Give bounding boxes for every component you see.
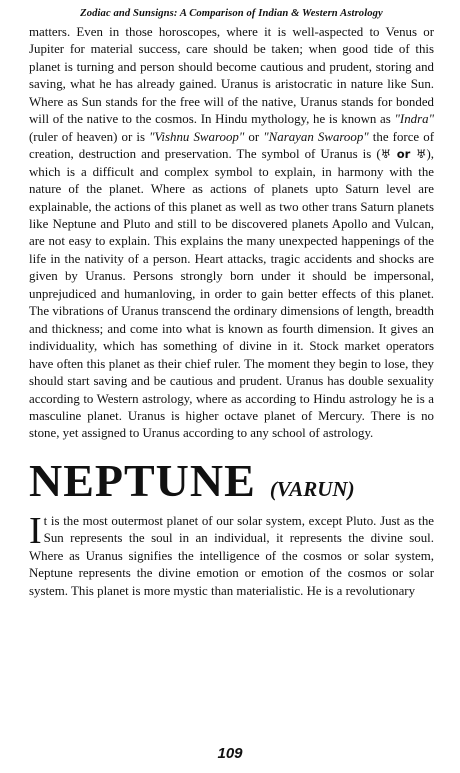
neptune-subtitle: (VARUN) [269,476,355,501]
page-number: 109 [217,745,243,762]
uranus-paragraph [29,24,434,443]
indra-term: "Indra" [394,112,434,127]
uranus-text-part-2: (ruler of heaven) or is [29,129,150,144]
drop-cap: I [29,509,42,552]
uranus-text-part-3: or [244,129,264,144]
running-header: Zodiac and Sunsigns: A Comparison of Indian & Western Astrology [80,8,383,19]
neptune-heading [29,454,434,506]
uranus-symbol-icon: ♅ or ♅ [380,147,427,162]
vishnu-swaroop-term: "Vishnu Swaroop" [149,129,245,144]
neptune-title: NEPTUNE [29,454,256,506]
uranus-text-part-1: matters. Even in those horoscopes, where it is well-aspected to Venus or Jupiter for material success, care should be taken; when good tide of this planet is turning and person should become cautious and prudent, storing and saving, what he has already gained. Uranus is aristocratic in nature like Sun. Where as Sun stands for the free will of the native, Uranus stands for bonded will of the native to the cosmos. In Hindu mythology, he is known as [29,25,434,127]
neptune-text: t is the most outermost planet of our solar system, except Pluto. Just as the Sun represents the soul in an individual, it represents the divine soul. Where as Uranus signifies the intelligence of the cosmos or solar system, Neptune represents the divine emotion or emotion of the cosmos or solar system. This planet is more mystic than materialistic. He is a revolutionary [29,513,434,598]
narayan-swaroop-term: "Narayan Swaroop" [263,129,369,144]
uranus-text-part-4: the force of creation, destruction and preservation. The symbol of Uranus is ( [29,129,435,162]
uranus-text-part-5: ), which is a difficult and complex symbol to explain, in harmony with the nature of the planet. Where as actions of planets upto Saturn level are explainable, the actions of this planet as well as two other trans Saturn planets like Neptune and Pluto and still to be discovered planets Apollo and Vulcan, are not easy to explain. This explains the many unexpected happenings of the life in the nativity of a person. Heart attacks, tragic accidents and shocks are given by Uranus. Persons strongly born under it should be impersonal, unprejudiced and humanloving, in order to gain better effects of this planet. The vibrations of Uranus transcend the ordinary dimensions of length, breadth and thickness; and come into what is known as fourth dimension. It gives an individuality, which has something of divine in it. Stock market operators have often this planet as their chief ruler. The moment they begin to lose, they should start saving and be cautious and prudent. Uranus has double sexuality according to Western astrology, where as according to Hindu astrology he is a masculine planet. Uranus is higher octave planet of Mercury. There is no stone, yet assigned to Uranus according to any school of astrology. [29,147,434,441]
neptune-paragraph [29,509,434,600]
